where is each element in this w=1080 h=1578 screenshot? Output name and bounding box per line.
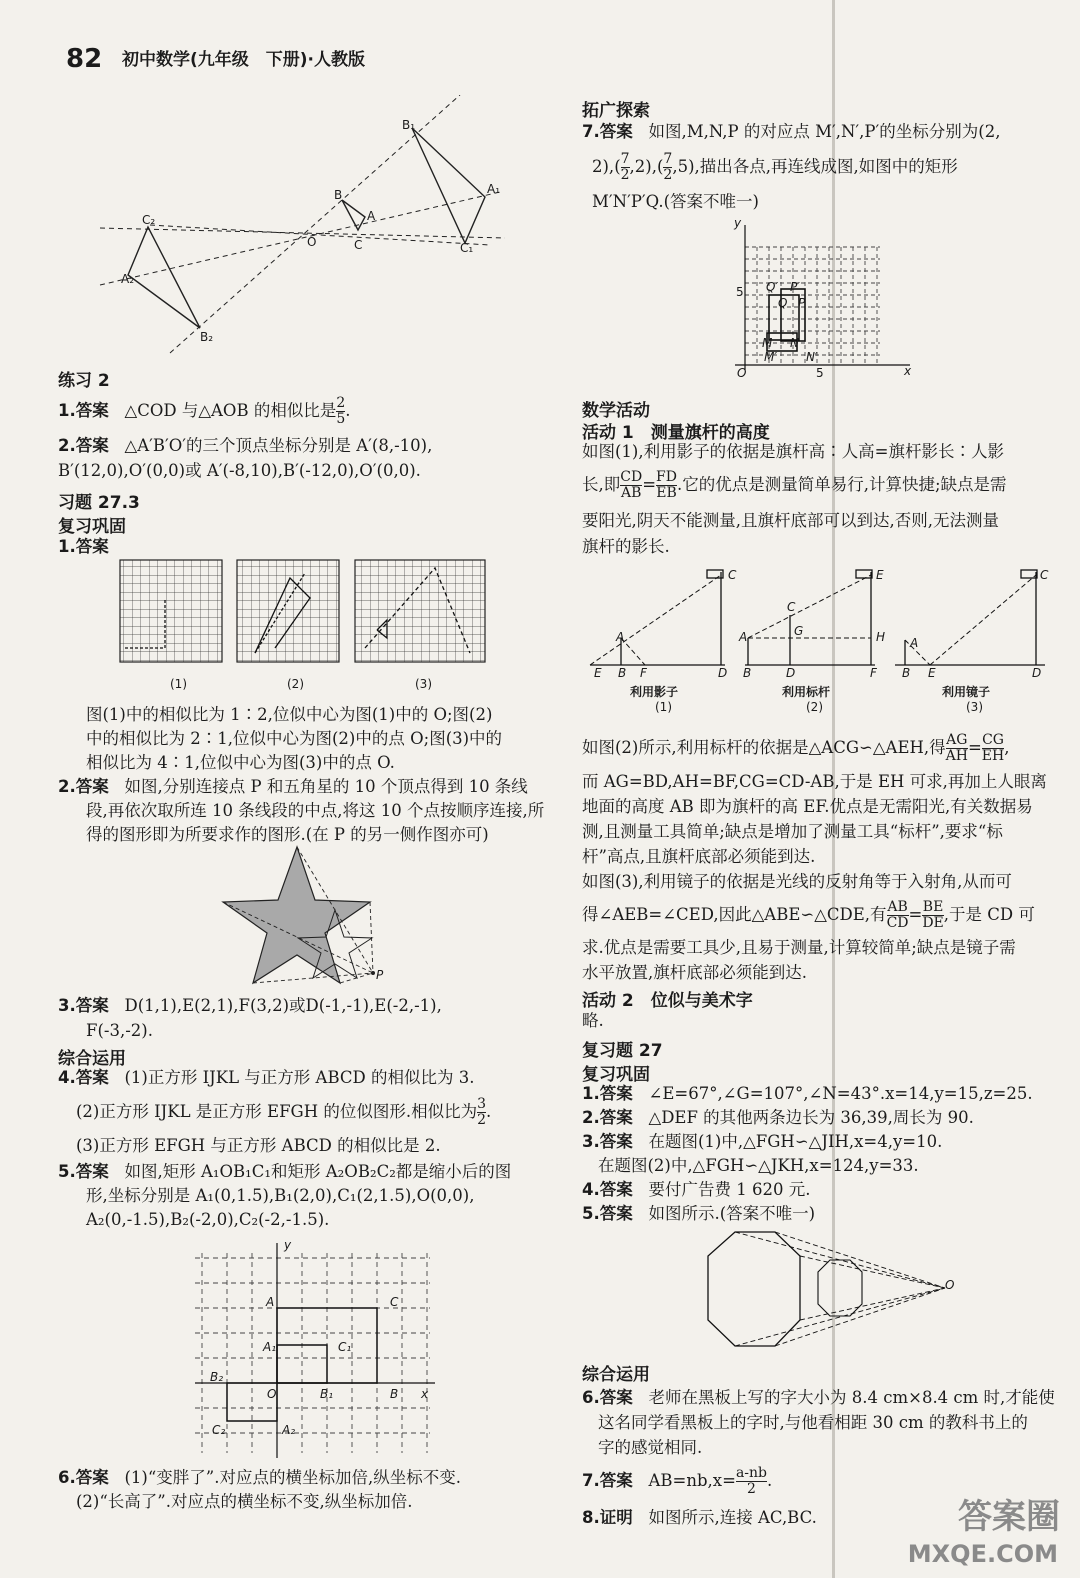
- ex273-q6: 6.答案 (1)“变胖了”.对应点的横坐标加倍,纵坐标不变.: [58, 1468, 461, 1487]
- ex273-q4: 4.答案 (1)正方形 IJKL 与正方形 ABCD 的相似比为 3.: [58, 1068, 475, 1087]
- q5-label-O: O: [267, 1387, 277, 1401]
- label-O: O: [307, 235, 317, 249]
- r6-l3: 字的感觉相同.: [598, 1438, 703, 1457]
- r4: 4.答案 要付广告费 1 620 元.: [582, 1180, 811, 1199]
- star-figure: [215, 845, 390, 985]
- q5-label-B1: B₁: [320, 1387, 334, 1401]
- label-B: B: [334, 188, 343, 202]
- f1-E: E: [594, 666, 602, 680]
- practice2-q2: 2.答案 △A′B′O′的三个顶点坐标分别是 A′(8,-10),: [58, 436, 433, 455]
- r3: 3.答案 在题图(1)中,△FGH∽△JIH,x=4,y=10.: [582, 1132, 943, 1151]
- f1-F: F: [640, 666, 647, 680]
- ex273-q2-l3: 得的图形即为所要求作的图形.(在 P 的另一侧作图亦可): [86, 825, 489, 844]
- f2-D: D: [786, 666, 796, 680]
- q5-label-C2: C₂: [212, 1423, 226, 1437]
- q7-label-5x: 5: [816, 366, 824, 380]
- f2-H: H: [876, 630, 886, 644]
- r8: 8.证明 如图所示,连接 AC,BC.: [582, 1508, 817, 1527]
- act1-l4: 旗杆的影长.: [582, 537, 670, 556]
- activity2-title: 活动 2 位似与美术字: [582, 991, 753, 1011]
- r5: 5.答案 如图所示.(答案不唯一): [582, 1204, 816, 1223]
- q7-label-y: y: [734, 216, 742, 230]
- ex273-q1-l1: 图(1)中的相似比为 1∶2,位似中心为图(1)中的 O;图(2): [86, 705, 493, 724]
- grid-cap-3: (3): [415, 677, 432, 691]
- q5-label-y: y: [284, 1238, 292, 1252]
- q7-label-Q: Q: [778, 296, 788, 310]
- f2-G: G: [794, 624, 804, 638]
- star-point-P: P: [376, 968, 384, 982]
- f2-B: B: [743, 666, 752, 680]
- book-title: 初中数学(九年级 下册)·人教版: [122, 50, 365, 70]
- activity-title: 数学活动: [582, 401, 650, 421]
- fig3-caption: 利用镜子: [942, 685, 991, 699]
- act2-text: 略.: [582, 1011, 604, 1030]
- label-A: A: [367, 209, 376, 223]
- ex273-q6-l2: (2)“长高了”.对应点的横坐标不变,纵坐标加倍.: [76, 1492, 413, 1511]
- label-A1: A₁: [487, 182, 501, 196]
- q7-label-Qp: Q′: [766, 280, 779, 294]
- practice2-title: 练习 2: [58, 371, 110, 391]
- flagpole-figures: [585, 560, 1060, 680]
- r-q7-l1: 7.答案 如图,M,N,P 的对应点 M′,N′,P′的坐标分别为(2,: [582, 122, 1001, 141]
- f3-A: A: [910, 636, 919, 650]
- ex273-q4-l2: (2)正方形 IJKL 是正方形 EFGH 的位似图形.相似比为 $\frac{3}{2}$ .: [76, 1096, 492, 1128]
- q7-label-5y: 5: [736, 285, 744, 299]
- ex273-q3-l2: F(-3,-2).: [86, 1021, 153, 1040]
- ex273-q5: 5.答案 如图,矩形 A₁OB₁C₁和矩形 A₂OB₂C₂都是缩小后的图: [58, 1162, 512, 1181]
- q7-label-Np: N′: [806, 350, 818, 364]
- watermark-logo: 答案圈: [958, 1497, 1060, 1537]
- practice2-q2-line2: B′(12,0),O′(0,0)或 A′(-8,10),B′(-12,0),O′(0,0).: [58, 461, 421, 480]
- q7-label-Mp: M′: [764, 350, 778, 364]
- page-number: 82: [66, 44, 103, 74]
- r-q7-l2: 2),( $\frac{7}{2}$ ,2),( $\frac{7}{2}$ ,5),描出各点,再连线成图,如图中的矩形: [592, 151, 958, 183]
- label-A2: A₂: [121, 272, 135, 286]
- ex273-q1-l2: 中的相似比为 2∶1,位似中心为图(2)中的点 O;图(3)中的: [86, 729, 503, 748]
- label-C: C: [354, 238, 363, 252]
- ex273-title: 习题 27.3: [58, 493, 140, 513]
- label-C1: C₁: [460, 241, 474, 255]
- review27-review: 复习巩固: [582, 1065, 650, 1085]
- ex273-review: 复习巩固: [58, 517, 126, 537]
- activity1-title: 活动 1 测量旗杆的高度: [582, 423, 770, 443]
- octagon-figure: [700, 1228, 960, 1353]
- q5-label-A: A: [266, 1295, 275, 1309]
- grid-cap-2: (2): [287, 677, 304, 691]
- q5-label-C: C: [390, 1295, 399, 1309]
- fig1-caption: 利用影子: [630, 685, 679, 699]
- act1-p2d: 测,且测量工具简单;缺点是增加了测量工具“标杆”,要求“标: [582, 822, 1003, 841]
- ex273-q4-l3: (3)正方形 EFGH 与正方形 ABCD 的相似比是 2.: [76, 1136, 441, 1155]
- act1-p3e: 水平放置,旗杆底部必须能到达.: [582, 963, 807, 982]
- q5-label-C1: C₁: [338, 1340, 352, 1354]
- act1-l3: 要阳光,阴天不能测量,且旗杆底部可以到达,否则,无法测量: [582, 511, 999, 530]
- fig2-num: (2): [806, 700, 823, 714]
- r6-l2: 这名同学看黑板上的字时,与他看相距 30 cm 的教科书上的: [598, 1413, 1028, 1432]
- coordinate-rectangles-figure: [190, 1238, 440, 1463]
- act1-p2b: 而 AG=BD,AH=BF,CG=CD-AB,于是 EH 可求,再加上人眼离: [582, 772, 1047, 791]
- r7: 7.答案 AB=nb,x= $\frac{a-nb}{2}$ .: [582, 1465, 773, 1497]
- r-apply: 综合运用: [582, 1365, 650, 1385]
- ex273-q1-l3: 相似比为 4∶1,位似中心为图(3)中的点 O.: [86, 753, 395, 772]
- f2-A: A: [739, 630, 748, 644]
- f2-F: F: [870, 666, 877, 680]
- ex273-q1-label: 1.答案: [58, 537, 109, 556]
- f3-C: C: [1040, 568, 1049, 582]
- grid-figures: [115, 558, 495, 673]
- act1-p2c: 地面的高度 AB 即为旗杆的高 EF.优点是无需阳光,有关数据易: [582, 797, 1033, 816]
- q5-label-A1: A₁: [263, 1340, 277, 1354]
- practice2-q1: 1.答案 △COD 与△AOB 的相似比是 $\frac{2}{5}$ .: [58, 395, 351, 427]
- label-C2: C₂: [142, 213, 156, 227]
- ex273-apply: 综合运用: [58, 1049, 126, 1069]
- grid-cap-1: (1): [170, 677, 187, 691]
- label-B1: B₁: [402, 118, 416, 132]
- r1: 1.答案 ∠E=67°,∠G=107°,∠N=43°.x=14,y=15,z=25.: [582, 1084, 1033, 1103]
- ex273-q3: 3.答案 D(1,1),E(2,1),F(3,2)或D(-1,-1),E(-2,-1),: [58, 996, 442, 1015]
- ex273-q5-l2: 形,坐标分别是 A₁(0,1.5),B₁(2,0),C₁(2,1.5),O(0,0),: [86, 1186, 475, 1205]
- f2-C: C: [787, 600, 796, 614]
- act1-p3b: 得∠AEB=∠CED,因此△ABE∽△CDE,有 $\frac{AB}{CD}$ = $\frac{BE}{DE}$ ,于是 CD 可: [582, 899, 1035, 931]
- act1-p2e: 杆”高点,且旗杆底部必须能到达.: [582, 847, 816, 866]
- ex273-q5-l3: A₂(0,-1.5),B₂(-2,0),C₂(-2,-1.5).: [86, 1210, 330, 1229]
- q5-label-A2: A₂: [282, 1423, 296, 1437]
- octagon-O: O: [945, 1278, 955, 1292]
- fig3-num: (3): [966, 700, 983, 714]
- f3-E: E: [928, 666, 936, 680]
- q5-label-B: B: [390, 1387, 399, 1401]
- r-q7-l3: M′N′P′Q.(答案不唯一): [592, 192, 759, 211]
- r2: 2.答案 △DEF 的其他两条边长为 36,39,周长为 90.: [582, 1108, 974, 1127]
- q7-label-x: x: [904, 364, 912, 378]
- ex273-q2-l2: 段,再依次取所连 10 条线段的中点,将这 10 个点按顺序连接,所: [86, 801, 545, 820]
- f3-B: B: [902, 666, 911, 680]
- f1-A: A: [616, 630, 625, 644]
- q7-grid-figure: [730, 215, 920, 380]
- q7-label-P: P: [798, 296, 806, 310]
- ex273-q2: 2.答案 如图,分别连接点 P 和五角星的 10 个顶点得到 10 条线: [58, 777, 528, 796]
- q7-label-Pp: P′: [790, 280, 800, 294]
- explore-title: 拓广探索: [582, 101, 650, 121]
- r6: 6.答案 老师在黑板上写的字大小为 8.4 cm×8.4 cm 时,才能使: [582, 1388, 1055, 1407]
- f1-D: D: [718, 666, 728, 680]
- act1-p3a: 如图(3),利用镜子的依据是光线的反射角等于入射角,从而可: [582, 872, 1012, 891]
- label-B2: B₂: [200, 330, 214, 344]
- q7-label-O: O: [737, 366, 747, 380]
- act1-p3d: 求.优点是需要工具少,且易于测量,计算较简单;缺点是镜子需: [582, 938, 1016, 957]
- fig1-num: (1): [655, 700, 672, 714]
- q5-label-B2: B₂: [210, 1370, 224, 1384]
- f3-D: D: [1032, 666, 1042, 680]
- review27-title: 复习题 27: [582, 1041, 663, 1061]
- f1-C: C: [728, 568, 737, 582]
- fig2-caption: 利用标杆: [782, 685, 831, 699]
- q5-label-x: x: [421, 1387, 429, 1401]
- act1-p2a: 如图(2)所示,利用标杆的依据是△ACG∽△AEH,得 $\frac{AG}{AH}$ = $\frac{CG}{EH}$ ,: [582, 732, 1010, 764]
- q7-label-N: N: [790, 336, 799, 350]
- q7-label-M: M: [762, 336, 773, 350]
- watermark-url: MXQE.COM: [907, 1540, 1058, 1568]
- r3-l2: 在题图(2)中,△FGH∽△JKH,x=124,y=33.: [598, 1156, 919, 1175]
- f1-B: B: [618, 666, 627, 680]
- act1-l2: 长,即 $\frac{CD}{AB}$ = $\frac{FD}{EB}$ .它的优点是测量简单易行,计算快捷;缺点是需: [582, 469, 1007, 501]
- f2-E: E: [876, 568, 884, 582]
- act1-l1: 如图(1),利用影子的依据是旗杆高∶人高=旗杆影长∶人影: [582, 442, 1004, 461]
